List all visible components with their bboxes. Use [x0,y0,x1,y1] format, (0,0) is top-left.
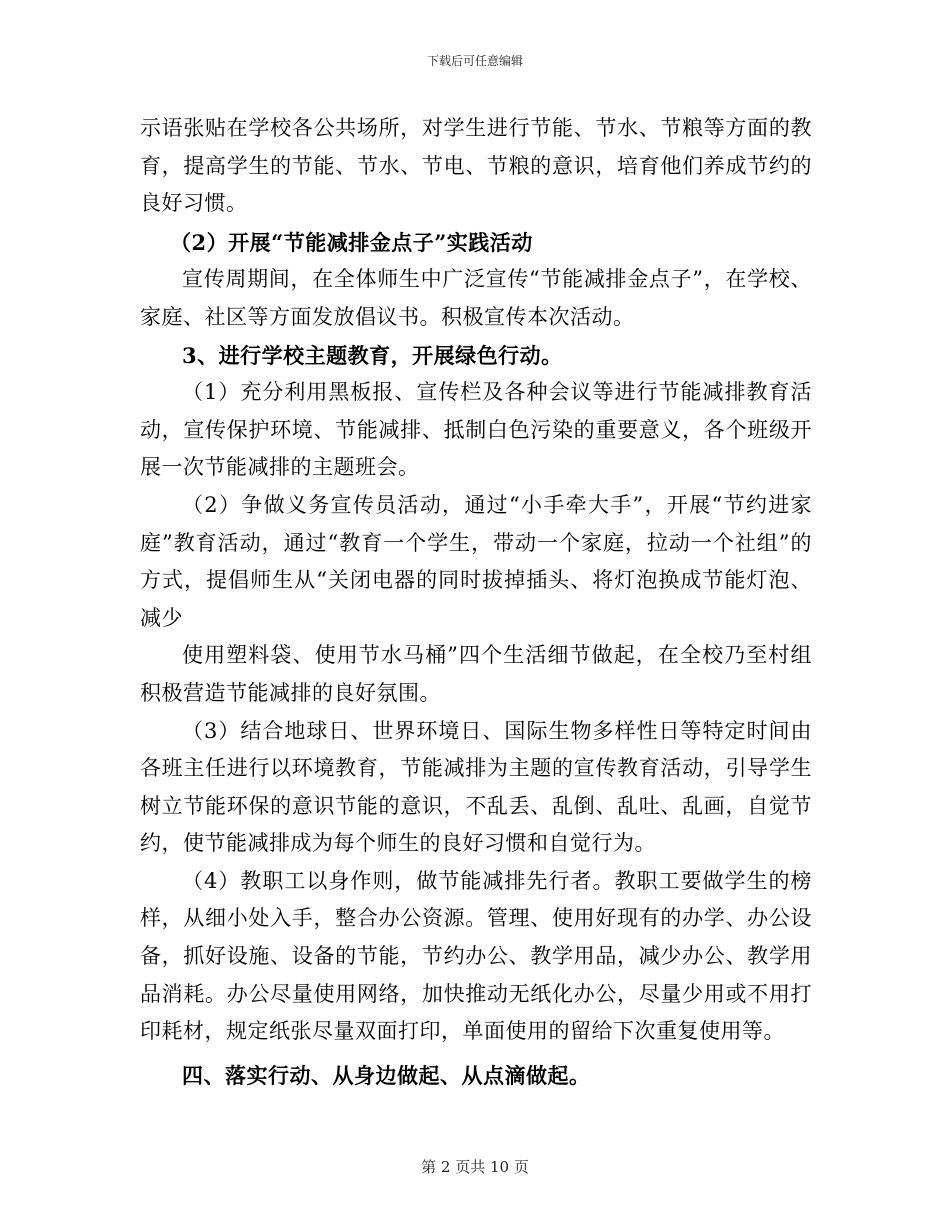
subheading-2: （2）开展“节能减排金点子”实践活动 [170,229,533,255]
paragraph-3: 宣传周期间，在全体师生中广泛宣传“节能减排金点子”，在学校、家庭、社区等方面发放倡议书。积极宣传本次活动。 [140,267,812,329]
page-footer: 第 2 页共 10 页 [421,1158,529,1176]
paragraph-item-4: （4）教职工以身作则，做节能减排先行者。教职工要做学生的榜样，从细小处入手，整合办公资源。管理、使用好现有的办学、办公设备，抓好设施、设备的节能，节约办公、教学用品，减少办公、教学用品消耗。办公尽量使用网络，加快推动无纸化办公，尽量少用或不用打印耗材，规定纸张尽量双面打印，单面使用的留给下次重复使用等。 [140,868,812,1044]
paragraph-item-2-cont: 使用塑料袋、使用节水马桶”四个生活细节做起，在全校乃至村组积极营造节能减排的良好氛围。 [140,643,812,705]
paragraph-item-2: （2）争做义务宣传员活动，通过“小手牵大手”，开展“节约进家庭”教育活动，通过“教育一个学生，带动一个家庭，拉动一个社组”的方式，提倡师生从“关闭电器的同时拔掉插头、将灯泡换成节能灯泡、减少 [140,492,812,630]
paragraph-item-1: （1）充分利用黑板报、宣传栏及各种会议等进行节能减排教育活动，宣传保护环境、节能减排、抵制白色污染的重要意义，各个班级开展一次节能减排的主题班会。 [140,380,812,480]
paragraph-item-3: （3）结合地球日、世界环境日、国际生物多样性日等特定时间由各班主任进行以环境教育，节能减排为主题的宣传教育活动，引导学生树立节能环保的意识节能的意识，不乱丢、乱倒、乱吐、乱画，自觉节约，使节能减排成为每个师生的良好习惯和自觉行为。 [140,718,812,856]
document-body [140,110,812,1094]
section-heading-3: 3、进行学校主题教育，开展绿色行动。 [182,342,563,368]
page-header: 下载后可任意编辑 [426,54,523,68]
paragraph-1: 示语张贴在学校各公共场所，对学生进行节能、节水、节粮等方面的教育，提高学生的节能、节水、节电、节粮的意识，培育他们养成节约的良好习惯。 [140,116,812,216]
section-heading-4: 四、落实行动、从身边做起、从点滴做起。 [182,1062,591,1088]
